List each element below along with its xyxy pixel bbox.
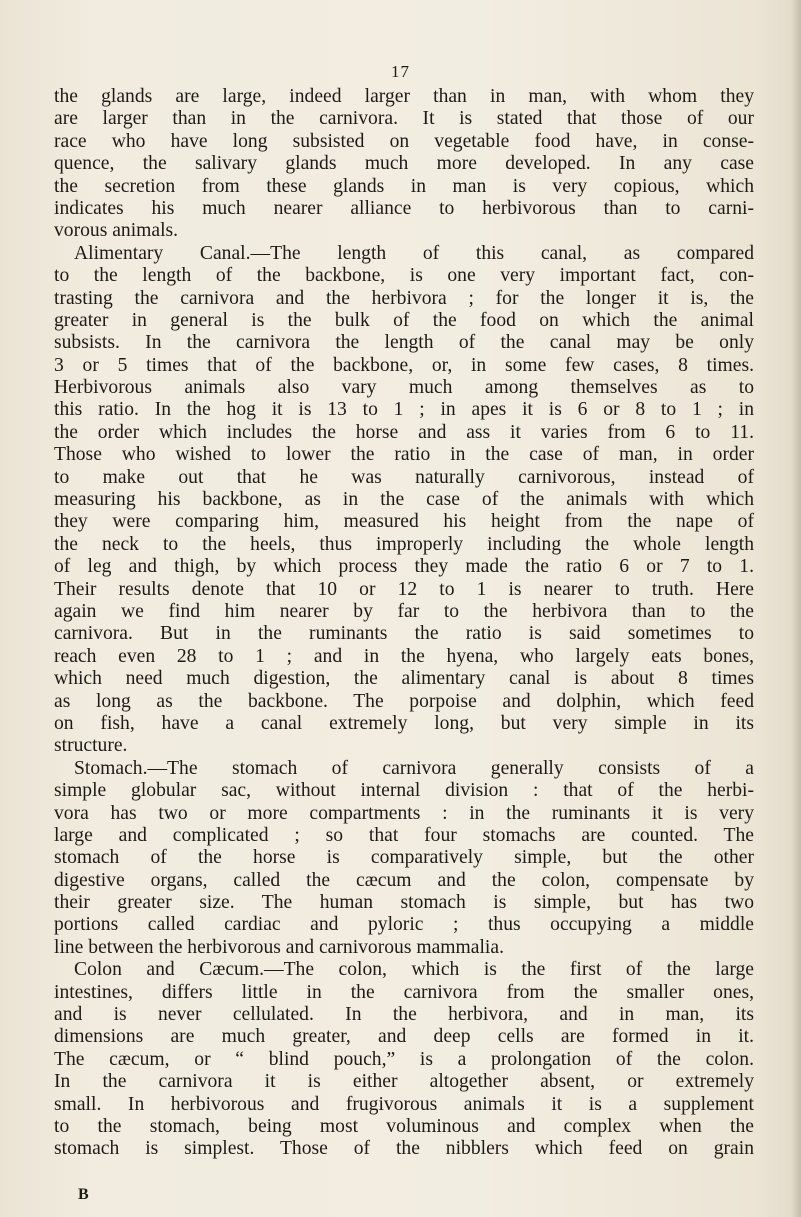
text-line: line between the herbivorous and carnivorous mammalia. [54, 936, 504, 958]
text-line: structure. [54, 735, 128, 757]
text-line: to the stomach, being most voluminous and complex when the [54, 1115, 754, 1137]
text-line: vorous animals. [54, 220, 179, 242]
text-line: the glands are large, indeed larger than in man, with whom they [54, 86, 754, 107]
text-line: Those who wished to lower the ratio in the case of man, in order [54, 444, 754, 466]
page-edge-shadow [791, 0, 801, 1217]
text-line: this ratio. In the hog it is 13 to 1 ; in apes it is 6 or 8 to 1 ; in [54, 399, 754, 421]
text-line: they were comparing him, measured his height from the nape of [54, 511, 754, 533]
text-line: the neck to the heels, thus improperly including the whole length [54, 533, 754, 555]
text-line: Their results denote that 10 or 12 to 1 is nearer to truth. Here [54, 578, 754, 600]
text-line: In the carnivora it is either altogether absent, or extremely [54, 1071, 754, 1093]
text-line: intestines, differs little in the carnivora from the smaller ones, [54, 981, 754, 1003]
text-line: reach even 28 to 1 ; and in the hyena, who largely eats bones, [54, 645, 754, 667]
text-line: of leg and thigh, by which process they made the ratio 6 or 7 to 1. [54, 556, 754, 578]
text-line: simple globular sac, without internal division : that of the herbi- [54, 780, 754, 802]
text-line: are larger than in the carnivora. It is stated that those of our [54, 108, 754, 130]
text-line: small. In herbivorous and frugivorous animals it is a supplement [54, 1093, 754, 1115]
text-line: indicates his much nearer alliance to herbivorous than to carni- [54, 197, 754, 219]
text-line: to make out that he was naturally carnivorous, instead of [54, 466, 754, 488]
text-line: portions called cardiac and pyloric ; thus occupying a middle [54, 914, 754, 936]
text-line: race who have long subsisted on vegetable food have, in conse- [54, 130, 754, 152]
page-number: 17 [391, 62, 410, 81]
body-text [54, 86, 754, 1161]
text-line: again we find him nearer by far to the herbivora than to the [54, 600, 754, 622]
text-line: digestive organs, called the cæcum and the colon, compensate by [54, 869, 754, 891]
text-line: large and complicated ; so that four stomachs are counted. The [54, 824, 754, 846]
text-line: The cæcum, or “ blind pouch,” is a prolongation of the colon. [54, 1048, 754, 1070]
text-line: greater in general is the bulk of the food on which the animal [54, 309, 754, 331]
text-line: quence, the salivary glands much more developed. In any case [54, 153, 754, 175]
text-line: vora has two or more compartments : in the ruminants it is very [54, 802, 754, 824]
text-line: subsists. In the carnivora the length of the canal may be only [54, 332, 754, 354]
text-line: measuring his backbone, as in the case of the animals with which [54, 489, 754, 511]
signature-mark: B [78, 1186, 89, 1203]
text-line: stomach is simplest. Those of the nibblers which feed on grain [54, 1138, 754, 1160]
text-line: the secretion from these glands in man is very copious, which [54, 175, 754, 197]
text-line: trasting the carnivora and the herbivora ; for the longer it is, the [54, 287, 754, 309]
text-line: stomach of the horse is comparatively simple, but the other [54, 847, 754, 869]
text-line: to the length of the backbone, is one very important fact, con- [54, 265, 754, 287]
text-line: 3 or 5 times that of the backbone, or, in some few cases, 8 times. [54, 354, 754, 376]
text-line: which need much digestion, the alimentary canal is about 8 times [54, 668, 754, 690]
section-heading-alimentary-canal: Alimentary Canal.—The length of this canal, as compared [74, 242, 754, 264]
text-line: on fish, have a canal extremely long, but very simple in its [54, 712, 754, 734]
section-heading-stomach: Stomach.—The stomach of carnivora generally consists of a [74, 757, 754, 779]
text-line: dimensions are much greater, and deep cells are formed in it. [54, 1026, 754, 1048]
text-line: Herbivorous animals also vary much among themselves as to [54, 377, 754, 399]
section-heading-colon-and-caecum: Colon and Cæcum.—The colon, which is the first of the large [74, 959, 754, 981]
text-line: carnivora. But in the ruminants the ratio is said sometimes to [54, 623, 754, 645]
text-line: and is never cellulated. In the herbivora, and in man, its [54, 1004, 754, 1026]
text-line: their greater size. The human stomach is simple, but has two [54, 892, 754, 914]
text-line: as long as the backbone. The porpoise and dolphin, which feed [54, 690, 754, 712]
text-line: the order which includes the horse and ass it varies from 6 to 11. [54, 421, 754, 443]
